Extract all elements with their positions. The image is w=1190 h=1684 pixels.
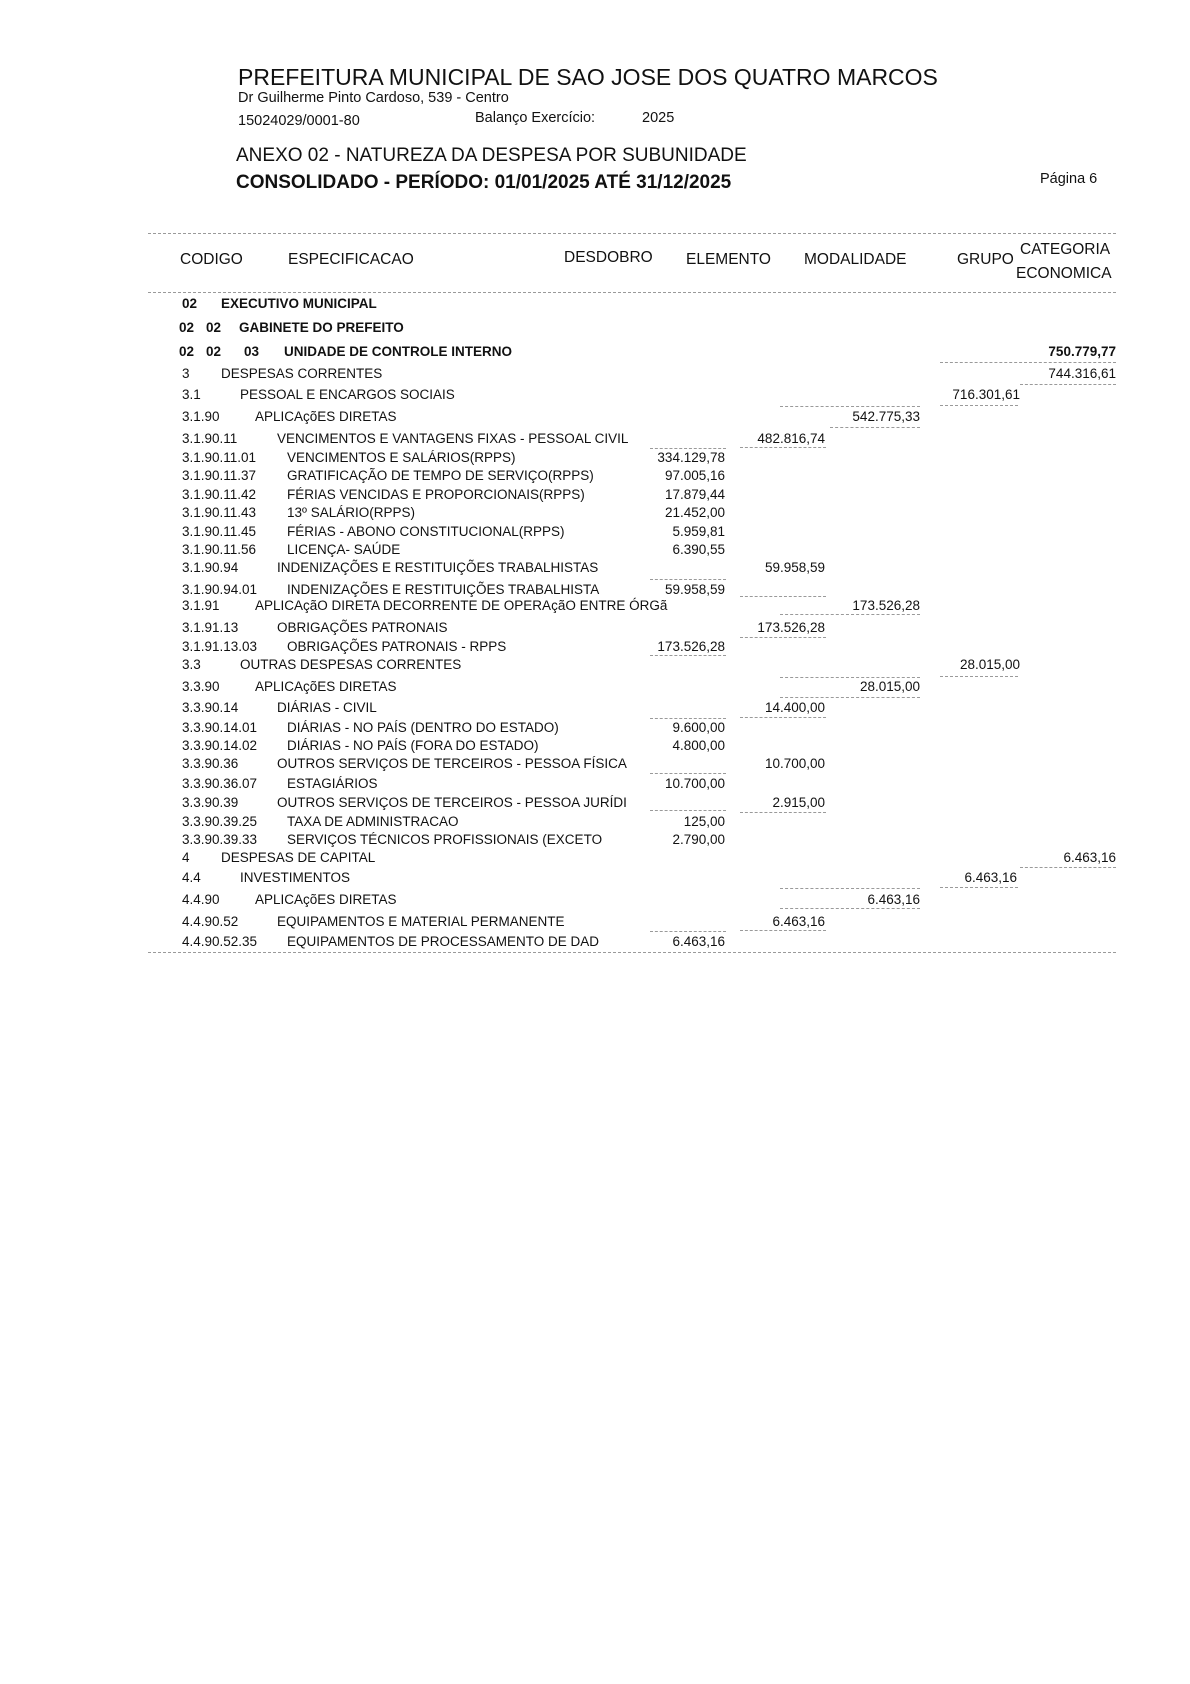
row-value: 6.390,55	[672, 542, 725, 557]
total-rule	[650, 931, 726, 932]
total-rule	[780, 888, 920, 889]
row-desc: APLICAçõES DIRETAS	[255, 409, 397, 424]
row-value: 173.526,28	[852, 598, 920, 613]
total-rule	[740, 717, 826, 718]
row-desc: OBRIGAÇÕES PATRONAIS	[277, 620, 448, 635]
total-rule	[740, 637, 826, 638]
row-code: 3.3.90.39	[182, 795, 239, 810]
row-desc: PESSOAL E ENCARGOS SOCIAIS	[240, 387, 455, 402]
total-rule	[780, 908, 920, 909]
unit3-code2: 02	[206, 344, 222, 359]
total-rule	[650, 655, 726, 656]
row-desc: OUTRAS DESPESAS CORRENTES	[240, 657, 462, 672]
total-rule	[740, 812, 826, 813]
total-rule	[740, 596, 826, 597]
row-desc: TAXA DE ADMINISTRACAO	[287, 814, 459, 829]
balance-label: Balanço Exercício:	[475, 110, 596, 126]
period: CONSOLIDADO - PERÍODO: 01/01/2025 ATÉ 31/12/2025	[236, 172, 732, 193]
row-value: 14.400,00	[764, 700, 825, 715]
row-desc: INDENIZAÇÕES E RESTITUIÇÕES TRABALHISTAS	[277, 560, 599, 575]
unit3-desc: UNIDADE DE CONTROLE INTERNO	[284, 344, 513, 359]
row-desc: APLICAçõES DIRETAS	[255, 679, 397, 694]
header-bottom-rule	[148, 292, 1116, 293]
total-rule	[650, 448, 726, 449]
row-code: 3.1.90.94	[182, 560, 239, 575]
row-desc: EQUIPAMENTOS DE PROCESSAMENTO DE DAD	[287, 934, 600, 949]
row-value: 9.600,00	[672, 720, 725, 735]
unit2-desc: GABINETE DO PREFEITO	[239, 320, 404, 335]
col-categoria-line2: ECONOMICA	[1016, 265, 1112, 282]
total-rule	[1020, 384, 1116, 385]
row-value: 17.879,44	[664, 487, 725, 502]
unit3-code3: 03	[244, 344, 260, 359]
row-desc: APLICAçãO DIRETA DECORRENTE DE OPERAçãO ENTRE ÓRGã	[255, 598, 668, 613]
row-code: 4	[182, 850, 190, 865]
total-rule	[650, 773, 726, 774]
table-bottom-rule	[148, 952, 1116, 953]
col-modalidade: MODALIDADE	[804, 251, 907, 268]
row-value: 6.463,16	[964, 870, 1017, 885]
total-rule	[780, 697, 920, 698]
total-rule	[940, 405, 1018, 406]
row-code: 3.3.90.39.33	[182, 832, 258, 847]
col-desdobro: DESDOBRO	[564, 249, 653, 266]
row-value: 334.129,78	[657, 450, 725, 465]
unit1-desc: EXECUTIVO MUNICIPAL	[221, 296, 377, 311]
row-code: 3.3.90.36	[182, 756, 239, 771]
row-desc: VENCIMENTOS E VANTAGENS FIXAS - PESSOAL CIVIL	[277, 431, 629, 446]
row-value: 4.800,00	[672, 738, 725, 753]
row-value: 6.463,16	[867, 892, 920, 907]
total-rule	[740, 447, 826, 448]
row-code: 3.1.90.11.37	[182, 468, 257, 483]
total-rule	[1020, 867, 1116, 868]
row-desc: DESPESAS DE CAPITAL	[221, 850, 376, 865]
row-code: 3.1.90.11.43	[182, 505, 257, 520]
row-code: 3.1.90	[182, 409, 220, 424]
row-code: 3.3.90	[182, 679, 220, 694]
total-rule	[650, 718, 726, 719]
unit3-value: 750.779,77	[1048, 344, 1116, 359]
row-desc: GRATIFICAÇÃO DE TEMPO DE SERVIÇO(RPPS)	[287, 468, 594, 483]
row-code: 3.3.90.39.25	[182, 814, 258, 829]
row-value: 10.700,00	[664, 776, 725, 791]
row-code: 3.1.91.13.03	[182, 639, 258, 654]
unit3-code1: 02	[179, 344, 195, 359]
col-elemento: ELEMENTO	[686, 251, 771, 268]
row-value: 2.790,00	[672, 832, 725, 847]
total-rule	[740, 930, 826, 931]
row-desc: DIÁRIAS - NO PAÍS (FORA DO ESTADO)	[287, 738, 539, 753]
row-value: 59.958,59	[764, 560, 825, 575]
row-desc: DIÁRIAS - CIVIL	[277, 700, 377, 715]
row-value: 21.452,00	[664, 505, 725, 520]
row-desc: INVESTIMENTOS	[240, 870, 351, 885]
row-code: 4.4	[182, 870, 201, 885]
row-code: 4.4.90.52.35	[182, 934, 258, 949]
row-code: 3.1.90.11.01	[182, 450, 257, 465]
row-code: 3.1.91	[182, 598, 220, 613]
row-desc: DIÁRIAS - NO PAÍS (DENTRO DO ESTADO)	[287, 720, 559, 735]
row-desc: OBRIGAÇÕES PATRONAIS - RPPS	[287, 639, 507, 654]
row-desc: LICENÇA- SAÚDE	[287, 542, 401, 557]
cnpj: 15024029/0001-80	[238, 113, 360, 129]
row-code: 3.3.90.36.07	[182, 776, 258, 791]
unit2-code2: 02	[206, 320, 222, 335]
row-value: 6.463,16	[1063, 850, 1116, 865]
row-code: 3.3.90.14.01	[182, 720, 258, 735]
row-code: 3.1.90.11	[182, 431, 238, 446]
row-value: 173.526,28	[657, 639, 725, 654]
annex-title: ANEXO 02 - NATUREZA DA DESPESA POR SUBUNIDADE	[236, 145, 747, 166]
col-categoria-line1: CATEGORIA	[1020, 241, 1111, 258]
row-value: 6.463,16	[772, 914, 825, 929]
total-rule	[780, 614, 920, 615]
row-value: 744.316,61	[1048, 366, 1116, 381]
row-value: 97.005,16	[664, 468, 725, 483]
row-code: 3.1.90.11.42	[182, 487, 257, 502]
total-rule	[830, 427, 920, 428]
row-code: 3.3.90.14.02	[182, 738, 258, 753]
unit2-code1: 02	[179, 320, 195, 335]
row-desc: FÉRIAS - ABONO CONSTITUCIONAL(RPPS)	[287, 524, 565, 539]
row-desc: OUTROS SERVIÇOS DE TERCEIROS - PESSOA JURÍDI	[277, 795, 627, 810]
row-code: 3.1	[182, 387, 201, 402]
row-value: 59.958,59	[664, 582, 725, 597]
row-code: 3.3	[182, 657, 201, 672]
total-rule	[940, 362, 1116, 363]
row-desc: DESPESAS CORRENTES	[221, 366, 383, 381]
row-value: 5.959,81	[672, 524, 725, 539]
row-desc: VENCIMENTOS E SALÁRIOS(RPPS)	[287, 450, 516, 465]
row-code: 3.3.90.14	[182, 700, 239, 715]
row-code: 4.4.90.52	[182, 914, 239, 929]
total-rule	[650, 810, 726, 811]
total-rule	[940, 676, 1018, 677]
total-rule	[650, 579, 726, 580]
row-desc: APLICAçõES DIRETAS	[255, 892, 397, 907]
row-desc: INDENIZAÇÕES E RESTITUIÇÕES TRABALHISTA	[287, 582, 600, 597]
row-value: 482.816,74	[757, 431, 825, 446]
row-value: 542.775,33	[852, 409, 920, 424]
col-especificacao: ESPECIFICACAO	[288, 251, 414, 268]
row-code: 3.1.91.13	[182, 620, 239, 635]
address: Dr Guilherme Pinto Cardoso, 539 - Centro	[238, 90, 509, 106]
prefeitura-title: PREFEITURA MUNICIPAL DE SAO JOSE DOS QUATRO MARCOS	[238, 64, 938, 90]
row-code: 4.4.90	[182, 892, 220, 907]
total-rule	[780, 406, 920, 407]
total-rule	[780, 677, 920, 678]
row-desc: 13º SALÁRIO(RPPS)	[287, 505, 415, 520]
row-value: 6.463,16	[672, 934, 725, 949]
balance-year: 2025	[642, 110, 675, 126]
row-desc: ESTAGIÁRIOS	[287, 776, 378, 791]
row-code: 3.1.90.11.56	[182, 542, 257, 557]
row-desc: OUTROS SERVIÇOS DE TERCEIROS - PESSOA FÍSICA	[277, 756, 627, 771]
total-rule	[940, 887, 1018, 888]
page-number: Página 6	[1040, 171, 1098, 187]
row-value: 28.015,00	[959, 657, 1020, 672]
unit1-code: 02	[182, 296, 198, 311]
row-value: 173.526,28	[757, 620, 825, 635]
row-desc: EQUIPAMENTOS E MATERIAL PERMANENTE	[277, 914, 565, 929]
row-value: 2.915,00	[772, 795, 825, 810]
row-value: 125,00	[683, 814, 725, 829]
header-top-rule	[148, 233, 1116, 234]
row-desc: FÉRIAS VENCIDAS E PROPORCIONAIS(RPPS)	[287, 487, 585, 502]
col-codigo: CODIGO	[180, 251, 243, 268]
row-value: 10.700,00	[764, 756, 825, 771]
row-code: 3.1.90.11.45	[182, 524, 257, 539]
col-grupo: GRUPO	[957, 251, 1014, 268]
row-code: 3.1.90.94.01	[182, 582, 258, 597]
row-value: 28.015,00	[859, 679, 920, 694]
row-desc: SERVIÇOS TÉCNICOS PROFISSIONAIS (EXCETO	[287, 832, 603, 847]
row-code: 3	[182, 366, 190, 381]
row-value: 716.301,61	[952, 387, 1020, 402]
